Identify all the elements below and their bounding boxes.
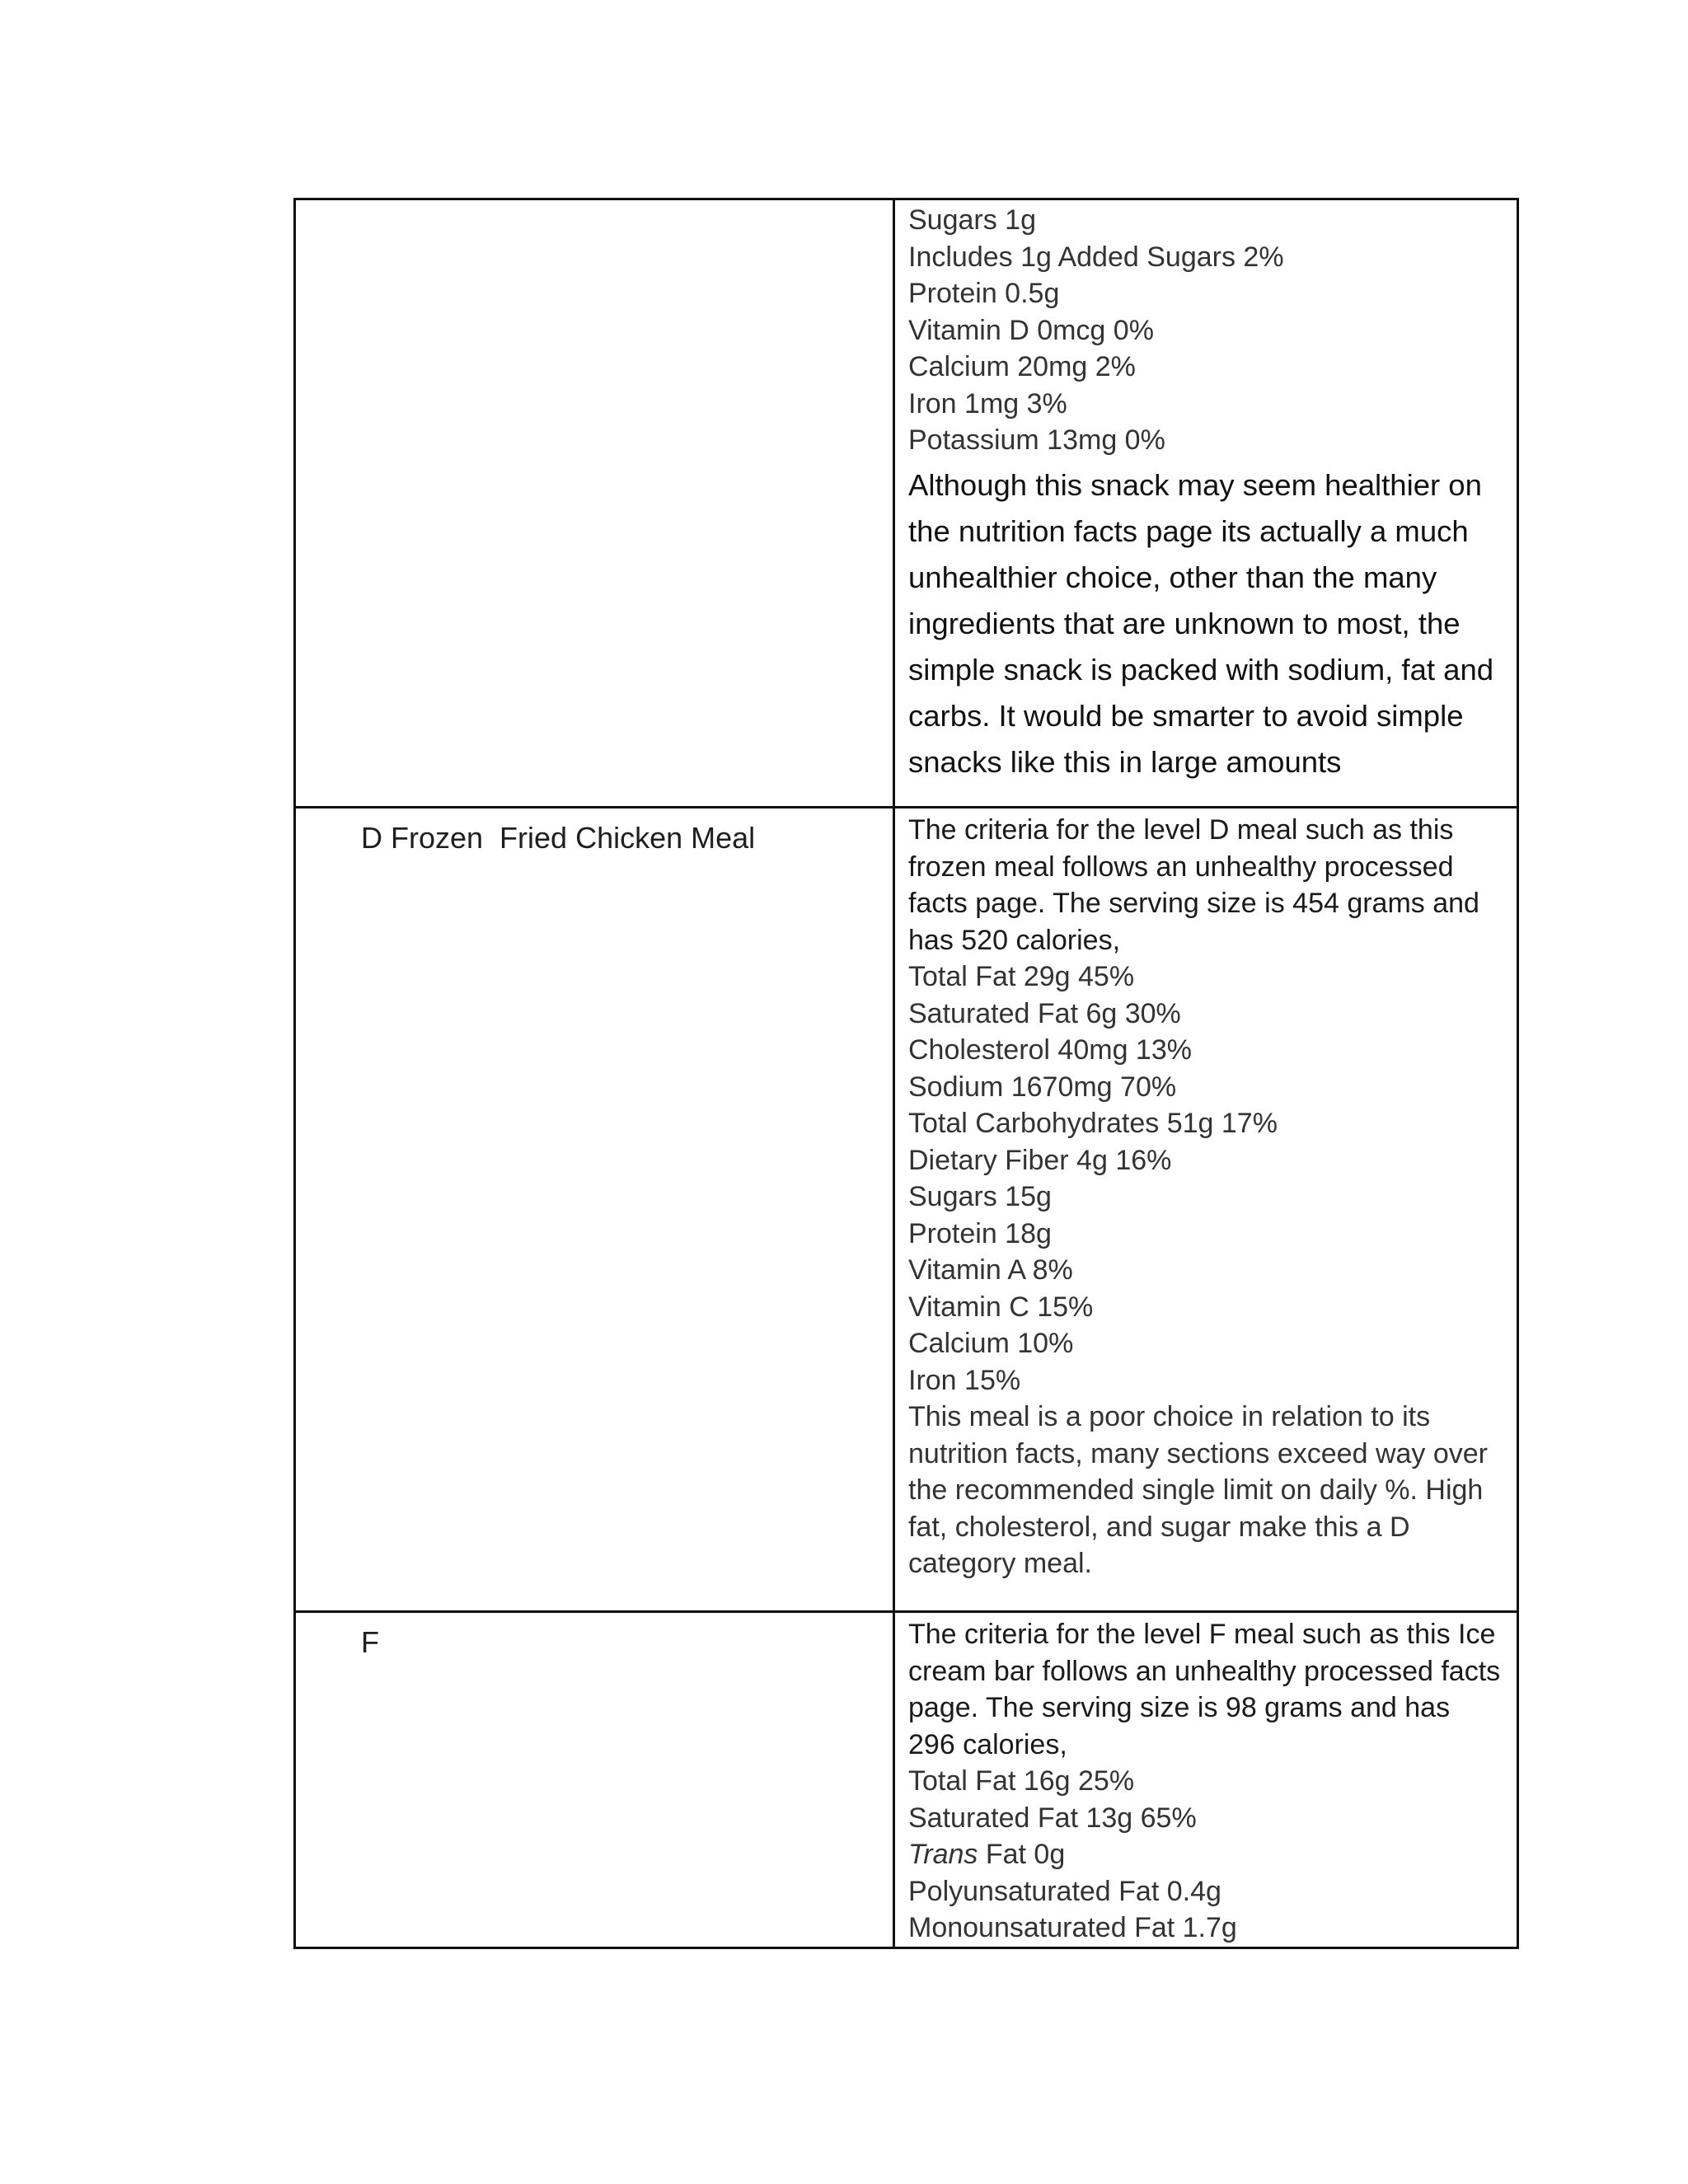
nutrient-line: Total Fat 29g 45% — [908, 961, 1135, 992]
criteria-intro: The criteria for the level D meal such as this frozen meal follows an unhealthy processed facts page. The serving size is 454 grams and has 520 calories, — [908, 814, 1479, 956]
trans-italic-word: Trans — [908, 1839, 978, 1870]
nutrient-line: Total Fat 16g 25% — [908, 1765, 1135, 1797]
summary-paragraph: This meal is a poor choice in relation to its nutrition facts, many sections exceed way over the recommended single limit on daily %. High fat, cholesterol, and sugar make this a D category meal. — [908, 1401, 1488, 1579]
nutrient-line: Vitamin A 8% — [908, 1254, 1073, 1286]
nutrient-line: Protein 0.5g — [908, 278, 1060, 309]
nutrient-line: Total Carbohydrates 51g 17% — [908, 1108, 1278, 1139]
nutrient-line: Cholesterol 40mg 13% — [908, 1034, 1192, 1066]
nutrient-line: Sugars 1g — [908, 204, 1036, 236]
nutrient-line: Calcium 10% — [908, 1328, 1074, 1359]
summary-paragraph: Although this snack may seem healthier on the nutrition facts page its actually a much unhealthier choice, other than the many ingredients that are unknown to most, the simple snack is packed with sodium, fat and carbs. It would be smarter to avoid simple snacks like this in large amounts — [908, 467, 1494, 779]
nutrient-line: Includes 1g Added Sugars 2% — [908, 241, 1284, 273]
nutrient-line-trans-fat — [908, 1836, 1503, 1873]
nutrient-line: Sodium 1670mg 70% — [908, 1071, 1177, 1103]
grade-label: D Frozen Fried Chicken Meal — [361, 821, 756, 855]
table-row — [295, 199, 1518, 808]
nutrient-line: Saturated Fat 13g 65% — [908, 1802, 1197, 1834]
criteria-cell — [894, 1612, 1518, 1948]
criteria-cell — [894, 808, 1518, 1612]
nutrient-line: Dietary Fiber 4g 16% — [908, 1144, 1172, 1176]
nutrient-line: Calcium 20mg 2% — [908, 351, 1136, 382]
grade-label-cell — [295, 199, 894, 808]
nutrient-line: Iron 15% — [908, 1364, 1021, 1396]
trans-fat-rest: Fat 0g — [978, 1839, 1066, 1870]
nutrient-line: Vitamin D 0mcg 0% — [908, 314, 1154, 346]
grade-label: F — [361, 1625, 379, 1659]
criteria-intro: The criteria for the level F meal such as this Ice cream bar follows an unhealthy processed facts page. The serving size is 98 grams and has 296 calories, — [908, 1619, 1501, 1760]
nutrient-line: Protein 18g — [908, 1217, 1052, 1249]
nutrient-line: Sugars 15g — [908, 1181, 1052, 1212]
nutrient-line: Iron 1mg 3% — [908, 387, 1067, 419]
nutrition-grade-table — [293, 198, 1519, 1949]
nutrient-line: Potassium 13mg 0% — [908, 424, 1165, 456]
table-row — [295, 808, 1518, 1612]
grade-label — [296, 200, 893, 212]
nutrient-line: Saturated Fat 6g 30% — [908, 997, 1181, 1029]
table-row — [295, 1612, 1518, 1948]
grade-label-cell — [295, 808, 894, 1612]
nutrient-line: Polyunsaturated Fat 0.4g — [908, 1875, 1221, 1907]
grade-label-cell — [295, 1612, 894, 1948]
nutrient-line: Monounsaturated Fat 1.7g — [908, 1912, 1237, 1943]
nutrient-line: Vitamin C 15% — [908, 1291, 1094, 1323]
criteria-cell — [894, 199, 1518, 808]
